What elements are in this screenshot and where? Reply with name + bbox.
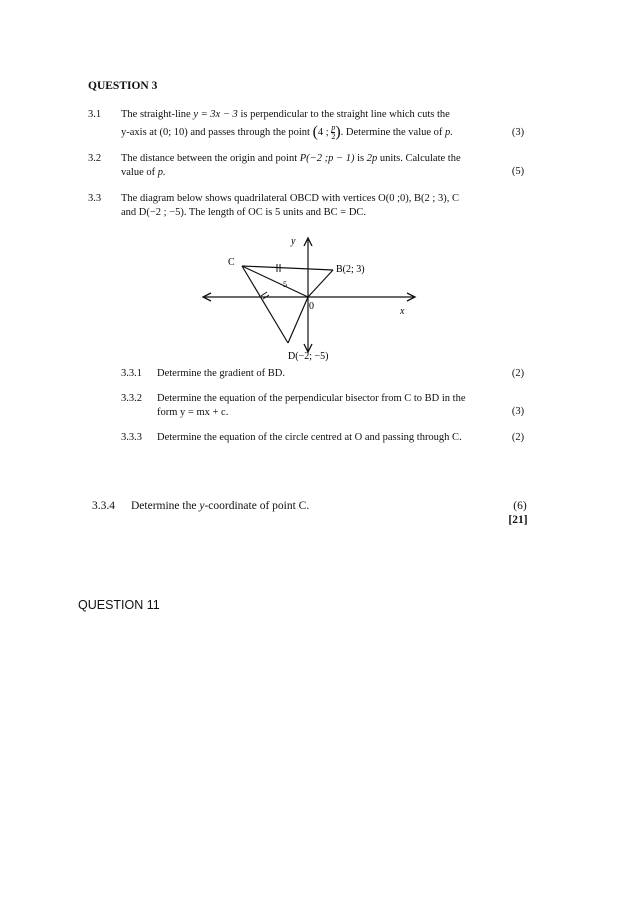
origin-label: 0 <box>309 301 314 312</box>
q3-1-line1-a: The straight-line <box>121 109 194 120</box>
q3-1-number: 3.1 <box>88 109 102 120</box>
q3-1-line1 <box>121 108 521 122</box>
q3-2-line2-text: value of <box>121 167 158 178</box>
q3-3-2-line2: form y = mx + c. <box>157 407 229 418</box>
q3-3-4-text-a: Determine the <box>131 500 200 512</box>
q3-3-text <box>121 192 521 220</box>
q3-2-line1 <box>121 152 521 166</box>
x-axis-label: x <box>400 306 405 317</box>
q3-3-2-marks: (3) <box>511 406 525 417</box>
point-close-paren: ) <box>335 123 341 141</box>
question-total: [21] <box>508 514 528 526</box>
q3-3-4-text <box>131 500 309 512</box>
q3-3-number: 3.3 <box>88 193 102 204</box>
q3-3-4-text-b: -coordinate of point C. <box>204 500 310 512</box>
q3-2-text <box>121 152 521 180</box>
q3-3-2-text <box>157 392 502 420</box>
fraction-denominator: 2 <box>331 132 336 141</box>
point-b-label: B(2; 3) <box>336 264 365 275</box>
q3-1-line2 <box>121 124 521 141</box>
point-c-label: C <box>228 257 235 268</box>
q3-1-equation: y = 3x − 3 <box>193 109 238 120</box>
next-question-heading: QUESTION 11 <box>78 598 160 612</box>
q3-1-line1-b: is perpendicular to the straight line which cuts the <box>237 109 450 120</box>
segment-bo <box>308 270 333 297</box>
length-oc-label: 5 <box>283 280 287 289</box>
quadrilateral-diagram <box>195 232 425 367</box>
segment-cb <box>242 266 333 270</box>
segment-cd <box>242 266 288 343</box>
q3-1-line2-a: y-axis at (0; 10) and passes through the point <box>121 126 313 138</box>
q3-2-line1-c: units. Calculate the <box>377 153 461 164</box>
q3-2-line1-b: is <box>354 153 367 164</box>
point-separator: ; <box>323 126 332 138</box>
q3-2-point: P(−2 ;p − 1) <box>299 153 355 164</box>
point-open-paren: ( <box>312 123 318 141</box>
segment-do <box>288 297 308 343</box>
q3-2-var: p. <box>157 167 166 178</box>
q3-1-var: p. <box>445 126 453 138</box>
q3-3-4-marks: (6) <box>513 500 527 512</box>
q3-3-1-number: 3.3.1 <box>121 368 142 379</box>
q3-2-number: 3.2 <box>88 153 102 164</box>
q3-3-2-number: 3.3.2 <box>121 393 142 404</box>
q3-1-marks: (3) <box>511 127 525 138</box>
q3-2-distance: 2p <box>366 153 378 164</box>
q3-3-3-text: Determine the equation of the circle centred at O and passing through C. <box>157 432 462 443</box>
q3-3-3-number: 3.3.3 <box>121 432 142 443</box>
q3-3-1-text: Determine the gradient of BD. <box>157 368 285 379</box>
q3-1-text <box>121 108 521 141</box>
y-axis-label: y <box>291 236 296 247</box>
q3-3-line2: and D(−2 ; −5). The length of OC is 5 units and BC = DC. <box>121 207 367 218</box>
q3-3-2-line1: Determine the equation of the perpendicular bisector from C to BD in the <box>157 393 466 404</box>
q3-2-marks: (5) <box>511 166 525 177</box>
fraction-numerator: p <box>331 123 336 132</box>
question-title: QUESTION 3 <box>88 80 158 92</box>
q3-2-line1-a: The distance between the origin and point <box>121 153 300 164</box>
q3-3-1-marks: (2) <box>511 368 525 379</box>
tick-mark-dc-1 <box>261 292 267 296</box>
q3-2-line2 <box>121 166 521 180</box>
point-d-label: D(−2; −5) <box>288 351 329 362</box>
q3-3-line1: The diagram below shows quadrilateral OBCD with vertices O(0 ;0), B(2 ; 3), C <box>121 193 459 204</box>
q3-3-4-number: 3.3.4 <box>92 500 115 512</box>
point-x: 4 <box>317 126 324 138</box>
q3-1-line2-b: . Determine the value of <box>340 126 446 138</box>
q3-3-4-var: y <box>199 500 205 512</box>
q3-3-3-marks: (2) <box>511 432 525 443</box>
